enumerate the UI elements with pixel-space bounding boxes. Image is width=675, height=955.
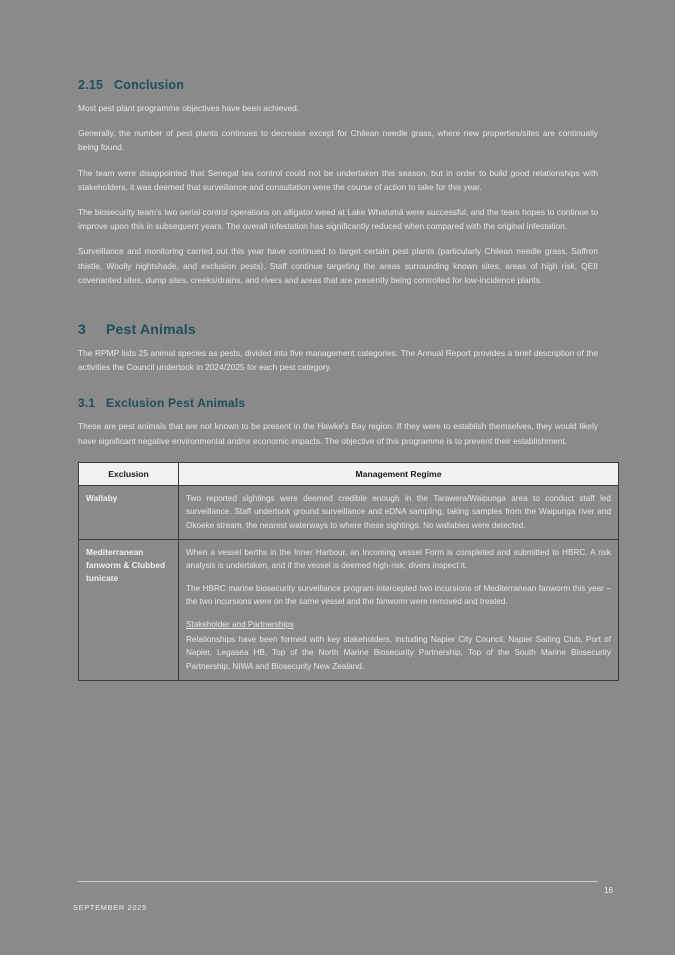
cell-species: Mediterranean fanworm & Clubbed tunicate	[79, 540, 179, 681]
table-body	[79, 485, 619, 680]
heading-title: Conclusion	[114, 78, 185, 92]
cell-management-regime	[179, 540, 619, 681]
cell-species: Wallaby	[79, 485, 179, 539]
paragraph: Surveillance and monitoring carried out this year have continued to target certain pest plants (particularly Chilean needle grass, Saffron thistle, Woolly nightshade, and exclusion pests). Staff continue targeting the areas surrounding known sites, areas of high risk, QEII covenanted sites, dump sites, creeks/drains, and rivers and areas that are presently being controlled for low-incidence plants.	[78, 246, 598, 285]
column-header-exclusion: Exclusion	[79, 462, 179, 485]
page-number: 16	[604, 886, 613, 895]
paragraph: Most pest plant programme objectives have been achieved.	[78, 103, 300, 113]
heading-number: 2.15	[78, 78, 104, 92]
heading-pest-animals	[78, 321, 598, 337]
regime-subsection-text: Relationships have been formed with key stakeholders, including Napier City Council, Napier Sailing Club, Port of Napier, Legasea HB, Top of the North Marine Biosecurity Partnership, Top of the South Marine Biosecurity Partnership, NIWA and Biosecurity New Zealand.	[186, 634, 611, 671]
heading-number: 3	[78, 321, 86, 338]
footer-date: SEPTEMBER 2025	[73, 903, 147, 912]
heading-title: Pest Animals	[106, 321, 196, 338]
regime-subheading: Stakeholder and Partnerships	[186, 619, 294, 629]
regime-subsection	[186, 618, 611, 673]
table-row	[79, 485, 619, 539]
table-header-row	[79, 462, 619, 485]
page-content	[78, 78, 611, 681]
regime-paragraph: The HBRC marine biosecurity surveillance program intercepted two incursions of Mediterranean fanworm this year – the two incursions were on the same vessel and the fanworm were removed and treated.	[186, 583, 611, 607]
footer-divider	[78, 881, 598, 882]
paragraph: These are pest animals that are not known to be present in the Hawke's Bay region. If they were to establish themselves, they would likely have significant negative environmental and/or economic impacts. The objective of this programme is to prevent their establishment.	[78, 421, 598, 446]
table-row	[79, 540, 619, 681]
cell-management-regime	[179, 485, 619, 539]
paragraph: The RPMP lists 25 animal species as pests, divided into five management categories. The Annual Report provides a brief description of the activities the Council undertook in 2024/2025 for each pest category.	[78, 348, 598, 373]
heading-title: Exclusion Pest Animals	[106, 396, 246, 411]
heading-exclusion-pest-animals	[78, 396, 598, 410]
heading-number: 3.1	[78, 396, 96, 411]
column-header-management-regime: Management Regime	[179, 462, 619, 485]
regime-paragraph: When a vessel berths in the Inner Harbour, an Incoming vessel Form is completed and submitted to HBRC. A risk analysis is undertaken, and if the vessel is deemed high-risk, divers inspect it.	[186, 548, 611, 571]
table-header	[79, 462, 619, 485]
regime-paragraph: Two reported sightings were deemed credible enough in the Tarawera/Waipunga area to conduct staff led surveillance. Staff undertook ground surveillance and eDNA sampling, taking samples from the Waipunga river and Okoeke stream, the nearest waterways to where these sightings. No wallabies were detected.	[186, 493, 611, 530]
paragraph: The biosecurity team's two aerial control operations on alligator weed at Lake Whatumā were successful, and the team hopes to continue to improve upon this in subsequent years. The overall infestation has significantly reduced when compared with the original infestation.	[78, 207, 598, 232]
paragraph: The team were disappointed that Senegal tea control could not be undertaken this season, but in order to build good relationships with stakeholders, it was deemed that surveillance and consultation were the course of action to take for this year.	[78, 167, 598, 192]
exclusion-pest-table	[78, 462, 619, 681]
paragraph: Generally, the number of pest plants continues to decrease except for Chilean needle grass, where new properties/sites are continually being found.	[78, 128, 598, 153]
heading-conclusion	[78, 78, 598, 92]
